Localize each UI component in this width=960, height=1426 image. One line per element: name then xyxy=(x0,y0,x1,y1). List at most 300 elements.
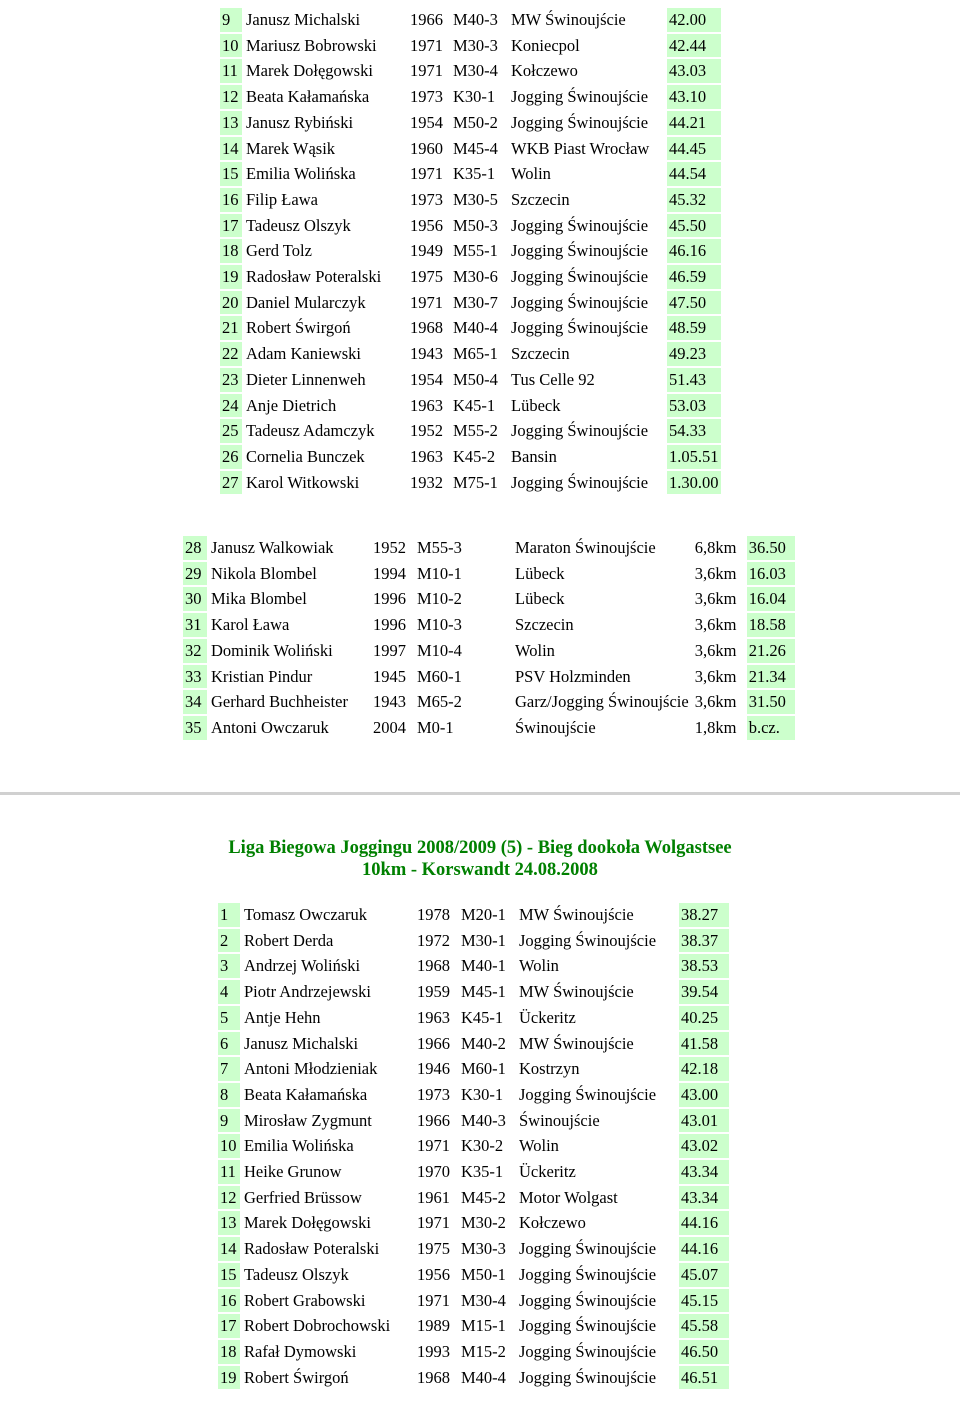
cell-club: Jogging Świnoujście xyxy=(519,1367,657,1387)
cell-club: Jogging Świnoujście xyxy=(519,1084,657,1104)
table-row xyxy=(218,929,729,953)
cell-club: Koniecpol xyxy=(511,35,580,55)
cell-category: M40-4 xyxy=(453,318,498,338)
table-row xyxy=(220,368,721,392)
cell-category: M50-1 xyxy=(461,1264,506,1284)
cell-category: K30-2 xyxy=(461,1136,504,1156)
cell-runner-name: Janusz Michalski xyxy=(246,10,361,29)
cell-finish-time: 46.16 xyxy=(667,239,721,263)
table-row xyxy=(183,613,795,637)
cell-category: M30-4 xyxy=(453,61,498,81)
cell-category: M50-3 xyxy=(453,215,498,235)
cell-birth-year: 1952 xyxy=(410,421,443,441)
cell-finish-time: 45.15 xyxy=(679,1289,729,1313)
cell-finish-time: 43.34 xyxy=(679,1186,729,1210)
cell-runner-name: Cornelia Bunczek xyxy=(246,446,365,466)
cell-birth-year: 1971 xyxy=(417,1213,450,1233)
cell-birth-year: 1994 xyxy=(373,563,406,583)
cell-club: Tus Celle 92 xyxy=(511,369,595,389)
cell-club: Szczecin xyxy=(511,344,570,364)
table-row xyxy=(218,1211,729,1235)
table-row xyxy=(220,265,721,289)
cell-finish-time: 16.04 xyxy=(747,587,795,611)
cell-category: K45-2 xyxy=(453,446,496,466)
cell-runner-name: Mariusz Bobrowski xyxy=(246,35,377,55)
cell-runner-name: Nikola Blombel xyxy=(211,563,317,583)
results-table-continued xyxy=(218,6,723,496)
table-row xyxy=(183,536,795,560)
cell-finish-time: 16.03 xyxy=(747,562,795,586)
cell-runner-name: Mika Blombel xyxy=(211,589,307,609)
cell-finish-time: 31.50 xyxy=(747,690,795,714)
table-row xyxy=(218,1289,729,1313)
cell-runner-name: Mirosław Zygmunt xyxy=(244,1110,372,1130)
table-row xyxy=(183,665,795,689)
cell-birth-year: 1954 xyxy=(410,112,443,132)
cell-runner-name: Emilia Wolińska xyxy=(246,164,356,184)
race-title: Liga Biegowa Joggingu 2008/2009 (5) - Bieg dookoła Wolgastsee xyxy=(228,838,732,858)
cell-club: Wolin xyxy=(519,1136,559,1156)
cell-finish-time: 49.23 xyxy=(667,342,721,366)
cell-birth-year: 1971 xyxy=(417,1290,450,1310)
cell-birth-year: 1973 xyxy=(410,87,443,107)
cell-runner-name: Heike Grunow xyxy=(244,1162,342,1182)
cell-runner-name: Tadeusz Adamczyk xyxy=(246,421,375,441)
cell-position: 17 xyxy=(220,214,242,238)
cell-position: 10 xyxy=(218,1134,240,1158)
cell-position: 12 xyxy=(220,85,242,109)
cell-position: 23 xyxy=(220,368,242,392)
cell-category: M55-1 xyxy=(453,241,498,261)
cell-birth-year: 1971 xyxy=(410,35,443,55)
cell-finish-time: 42.18 xyxy=(679,1057,729,1081)
table-row xyxy=(220,162,721,186)
table-row xyxy=(220,445,721,469)
cell-category: K45-1 xyxy=(461,1007,504,1027)
table-row xyxy=(183,690,795,714)
cell-runner-name: Daniel Mularczyk xyxy=(246,292,366,312)
cell-finish-time: 45.32 xyxy=(667,188,721,212)
cell-finish-time: b.cz. xyxy=(747,716,795,740)
cell-club: Jogging Świnoujście xyxy=(519,930,657,950)
cell-position: 8 xyxy=(218,1083,240,1107)
cell-birth-year: 1996 xyxy=(373,615,406,635)
cell-birth-year: 1993 xyxy=(417,1341,450,1361)
cell-finish-time: 36.50 xyxy=(747,536,795,560)
cell-birth-year: 1949 xyxy=(410,241,443,261)
cell-position: 32 xyxy=(183,639,207,663)
cell-category: M55-2 xyxy=(453,421,498,441)
cell-birth-year: 1968 xyxy=(417,956,450,976)
cell-club: MW Świnoujście xyxy=(519,905,634,924)
cell-club: Szczecin xyxy=(515,615,574,635)
cell-birth-year: 1973 xyxy=(417,1084,450,1104)
cell-runner-name: Robert Dobrochowski xyxy=(244,1316,391,1336)
cell-club: Jogging Świnoujście xyxy=(519,1316,657,1336)
cell-finish-time: 21.34 xyxy=(747,665,795,689)
cell-category: M65-1 xyxy=(453,344,498,364)
cell-birth-year: 1952 xyxy=(373,538,406,557)
cell-position: 13 xyxy=(218,1211,240,1235)
cell-finish-time: 44.16 xyxy=(679,1211,729,1235)
cell-category: M0-1 xyxy=(417,717,454,737)
cell-club: Jogging Świnoujście xyxy=(519,1239,657,1259)
cell-birth-year: 1973 xyxy=(410,189,443,209)
cell-finish-time: 44.16 xyxy=(679,1237,729,1261)
cell-position: 11 xyxy=(218,1160,240,1184)
cell-birth-year: 1963 xyxy=(410,446,443,466)
cell-runner-name: Gerhard Buchheister xyxy=(211,692,348,712)
cell-runner-name: Rafał Dymowski xyxy=(244,1341,357,1361)
table-row xyxy=(183,562,795,586)
cell-category: M30-1 xyxy=(461,930,506,950)
cell-club: Lübeck xyxy=(515,589,565,609)
cell-finish-time: 1.05.51 xyxy=(667,445,721,469)
cell-club: MW Świnoujście xyxy=(519,982,634,1002)
cell-birth-year: 1971 xyxy=(410,61,443,81)
cell-finish-time: 46.50 xyxy=(679,1340,729,1364)
cell-finish-time: 45.50 xyxy=(667,214,721,238)
cell-finish-time: 18.58 xyxy=(747,613,795,637)
cell-finish-time: 1.30.00 xyxy=(667,471,721,495)
cell-position: 14 xyxy=(220,137,242,161)
cell-distance: 3,6km xyxy=(694,563,737,583)
cell-position: 15 xyxy=(220,162,242,186)
cell-category: M20-1 xyxy=(461,905,506,924)
cell-position: 16 xyxy=(218,1289,240,1313)
cell-category: M15-2 xyxy=(461,1341,506,1361)
cell-finish-time: 38.53 xyxy=(679,954,729,978)
cell-club: Jogging Świnoujście xyxy=(511,292,649,312)
cell-club: Jogging Świnoujście xyxy=(511,112,649,132)
cell-club: Wolin xyxy=(519,956,559,976)
cell-club: Świnoujście xyxy=(515,717,596,737)
cell-position: 20 xyxy=(220,291,242,315)
cell-birth-year: 1963 xyxy=(410,395,443,415)
table-row xyxy=(218,980,729,1004)
cell-finish-time: 42.00 xyxy=(667,8,721,32)
cell-finish-time: 43.01 xyxy=(679,1109,729,1133)
cell-position: 18 xyxy=(220,239,242,263)
cell-distance: 3,6km xyxy=(694,640,737,660)
cell-category: M10-4 xyxy=(417,640,462,660)
cell-birth-year: 1960 xyxy=(410,138,443,158)
cell-club: PSV Holzminden xyxy=(515,666,631,686)
results-table-korswandt xyxy=(216,901,731,1391)
cell-runner-name: Robert Świrgoń xyxy=(246,318,351,338)
cell-club: Garz/Jogging Świnoujście xyxy=(515,692,689,712)
results-table-body xyxy=(220,8,721,494)
table-row xyxy=(218,1006,729,1030)
cell-position: 4 xyxy=(218,980,240,1004)
cell-position: 22 xyxy=(220,342,242,366)
cell-finish-time: 38.37 xyxy=(679,929,729,953)
cell-birth-year: 1954 xyxy=(410,369,443,389)
cell-club: Szczecin xyxy=(511,189,570,209)
cell-runner-name: Tadeusz Olszyk xyxy=(244,1264,349,1284)
cell-birth-year: 1970 xyxy=(417,1162,450,1182)
cell-runner-name: Piotr Andrzejewski xyxy=(244,982,371,1002)
table-row xyxy=(220,188,721,212)
cell-runner-name: Tomasz Owczaruk xyxy=(244,905,368,924)
cell-birth-year: 1989 xyxy=(417,1316,450,1336)
cell-birth-year: 1956 xyxy=(417,1264,450,1284)
table-row xyxy=(218,1083,729,1107)
cell-club: Kołczewo xyxy=(519,1213,586,1233)
table-row xyxy=(220,214,721,238)
cell-club: Jogging Świnoujście xyxy=(511,215,649,235)
cell-category: K30-1 xyxy=(453,87,496,107)
cell-club: Świnoujście xyxy=(519,1110,600,1130)
cell-birth-year: 1943 xyxy=(373,692,406,712)
table-row xyxy=(220,34,721,58)
table-row xyxy=(220,111,721,135)
cell-distance: 3,6km xyxy=(694,666,737,686)
cell-category: M40-3 xyxy=(453,10,498,29)
cell-club: Jogging Świnoujście xyxy=(511,241,649,261)
cell-position: 33 xyxy=(183,665,207,689)
cell-position: 11 xyxy=(220,59,242,83)
cell-category: M10-2 xyxy=(417,589,462,609)
results-table-body xyxy=(218,903,729,1389)
cell-category: M45-4 xyxy=(453,138,498,158)
cell-finish-time: 51.43 xyxy=(667,368,721,392)
cell-runner-name: Antje Hehn xyxy=(244,1007,321,1027)
cell-position: 26 xyxy=(220,445,242,469)
cell-category: M30-3 xyxy=(453,35,498,55)
cell-runner-name: Emilia Wolińska xyxy=(244,1136,354,1156)
cell-finish-time: 43.02 xyxy=(679,1134,729,1158)
cell-category: M40-2 xyxy=(461,1033,506,1053)
cell-position: 24 xyxy=(220,394,242,418)
cell-runner-name: Gerd Tolz xyxy=(246,241,312,261)
cell-birth-year: 1968 xyxy=(417,1367,450,1387)
cell-birth-year: 1963 xyxy=(417,1007,450,1027)
table-row xyxy=(220,85,721,109)
cell-birth-year: 1971 xyxy=(417,1136,450,1156)
table-row xyxy=(218,1340,729,1364)
table-row xyxy=(218,903,729,927)
table-row xyxy=(218,1237,729,1261)
cell-category: M60-1 xyxy=(461,1059,506,1079)
table-row xyxy=(218,1314,729,1338)
cell-finish-time: 21.26 xyxy=(747,639,795,663)
table-row xyxy=(220,59,721,83)
table-row xyxy=(218,1160,729,1184)
cell-runner-name: Beata Kałamańska xyxy=(246,87,370,107)
cell-position: 28 xyxy=(183,536,207,560)
cell-club: Jogging Świnoujście xyxy=(519,1341,657,1361)
cell-position: 13 xyxy=(220,111,242,135)
cell-runner-name: Karol Ława xyxy=(211,615,290,635)
cell-runner-name: Marek Dołęgowski xyxy=(246,61,373,81)
table-row xyxy=(220,8,721,32)
cell-finish-time: 44.45 xyxy=(667,137,721,161)
cell-club: Jogging Świnoujście xyxy=(519,1290,657,1310)
cell-finish-time: 43.34 xyxy=(679,1160,729,1184)
cell-club: Jogging Świnoujście xyxy=(511,87,649,107)
cell-position: 9 xyxy=(220,8,242,32)
cell-category: M45-1 xyxy=(461,982,506,1002)
cell-runner-name: Andrzej Woliński xyxy=(244,956,361,976)
table-row xyxy=(220,342,721,366)
cell-birth-year: 1932 xyxy=(410,472,443,492)
cell-distance: 6,8km xyxy=(694,538,737,557)
cell-position: 10 xyxy=(220,34,242,58)
cell-category: M30-6 xyxy=(453,267,498,287)
cell-category: M40-4 xyxy=(461,1367,506,1387)
cell-category: M15-1 xyxy=(461,1316,506,1336)
cell-club: Lübeck xyxy=(515,563,565,583)
cell-category: M30-4 xyxy=(461,1290,506,1310)
cell-category: M10-3 xyxy=(417,615,462,635)
cell-position: 19 xyxy=(220,265,242,289)
cell-runner-name: Robert Grabowski xyxy=(244,1290,366,1310)
cell-finish-time: 54.33 xyxy=(667,419,721,443)
cell-club: Wolin xyxy=(515,640,555,660)
cell-club: Ückeritz xyxy=(519,1162,576,1182)
cell-birth-year: 1943 xyxy=(410,344,443,364)
section-divider xyxy=(0,792,960,795)
cell-position: 31 xyxy=(183,613,207,637)
cell-runner-name: Janusz Walkowiak xyxy=(211,538,334,557)
cell-birth-year: 1968 xyxy=(410,318,443,338)
cell-runner-name: Dieter Linnenweh xyxy=(246,369,366,389)
cell-finish-time: 41.58 xyxy=(679,1032,729,1056)
cell-finish-time: 42.44 xyxy=(667,34,721,58)
cell-position: 34 xyxy=(183,690,207,714)
cell-position: 19 xyxy=(218,1366,240,1390)
cell-runner-name: Karol Witkowski xyxy=(246,472,360,492)
cell-birth-year: 1945 xyxy=(373,666,406,686)
cell-position: 1 xyxy=(218,903,240,927)
cell-club: Jogging Świnoujście xyxy=(519,1264,657,1284)
cell-finish-time: 44.21 xyxy=(667,111,721,135)
cell-birth-year: 1966 xyxy=(417,1110,450,1130)
cell-birth-year: 1978 xyxy=(417,905,450,924)
results-table-body xyxy=(183,536,795,740)
cell-position: 14 xyxy=(218,1237,240,1261)
cell-distance: 3,6km xyxy=(694,692,737,712)
cell-position: 21 xyxy=(220,316,242,340)
cell-position: 30 xyxy=(183,587,207,611)
cell-runner-name: Radosław Poteralski xyxy=(246,267,382,287)
table-row xyxy=(220,291,721,315)
cell-category: K45-1 xyxy=(453,395,496,415)
cell-club: Jogging Świnoujście xyxy=(511,318,649,338)
table-row xyxy=(218,1109,729,1133)
table-row xyxy=(220,419,721,443)
cell-runner-name: Beata Kałamańska xyxy=(244,1084,368,1104)
cell-position: 25 xyxy=(220,419,242,443)
cell-club: Kołczewo xyxy=(511,61,578,81)
cell-runner-name: Janusz Michalski xyxy=(244,1033,359,1053)
cell-club: Lübeck xyxy=(511,395,561,415)
cell-category: M60-1 xyxy=(417,666,462,686)
cell-club: Jogging Świnoujście xyxy=(511,421,649,441)
race-subtitle: 10km - Korswandt 24.08.2008 xyxy=(362,860,598,880)
table-row xyxy=(220,137,721,161)
cell-runner-name: Dominik Woliński xyxy=(211,640,333,660)
cell-finish-time: 44.54 xyxy=(667,162,721,186)
cell-runner-name: Robert Świrgoń xyxy=(244,1367,349,1387)
cell-birth-year: 1959 xyxy=(417,982,450,1002)
table-row xyxy=(220,316,721,340)
results-table-short-distance xyxy=(181,534,797,742)
cell-club: Motor Wolgast xyxy=(519,1187,618,1207)
cell-category: M30-5 xyxy=(453,189,498,209)
cell-finish-time: 45.58 xyxy=(679,1314,729,1338)
cell-finish-time: 45.07 xyxy=(679,1263,729,1287)
cell-club: Kostrzyn xyxy=(519,1059,580,1079)
cell-club: Jogging Świnoujście xyxy=(511,267,649,287)
cell-finish-time: 43.00 xyxy=(679,1083,729,1107)
cell-club: MW Świnoujście xyxy=(519,1033,634,1053)
cell-club: Wolin xyxy=(511,164,551,184)
table-row xyxy=(220,471,721,495)
cell-finish-time: 43.03 xyxy=(667,59,721,83)
cell-birth-year: 1966 xyxy=(410,10,443,29)
cell-finish-time: 38.27 xyxy=(679,903,729,927)
cell-birth-year: 1975 xyxy=(410,267,443,287)
cell-club: Jogging Świnoujście xyxy=(511,472,649,492)
cell-position: 29 xyxy=(183,562,207,586)
cell-birth-year: 1972 xyxy=(417,930,450,950)
table-row xyxy=(218,1186,729,1210)
cell-position: 7 xyxy=(218,1057,240,1081)
cell-category: M10-1 xyxy=(417,563,462,583)
table-row xyxy=(183,716,795,740)
cell-distance: 1,8km xyxy=(694,717,737,737)
table-row xyxy=(218,1263,729,1287)
cell-birth-year: 1961 xyxy=(417,1187,450,1207)
cell-runner-name: Marek Dołęgowski xyxy=(244,1213,371,1233)
cell-birth-year: 1996 xyxy=(373,589,406,609)
cell-position: 12 xyxy=(218,1186,240,1210)
cell-category: M75-1 xyxy=(453,472,498,492)
cell-category: M40-1 xyxy=(461,956,506,976)
cell-position: 17 xyxy=(218,1314,240,1338)
cell-birth-year: 1946 xyxy=(417,1059,450,1079)
cell-finish-time: 53.03 xyxy=(667,394,721,418)
cell-category: M45-2 xyxy=(461,1187,506,1207)
cell-birth-year: 2004 xyxy=(373,717,406,737)
cell-distance: 3,6km xyxy=(694,615,737,635)
cell-club: Maraton Świnoujście xyxy=(515,538,656,557)
cell-runner-name: Radosław Poteralski xyxy=(244,1239,380,1259)
table-row xyxy=(218,1032,729,1056)
cell-birth-year: 1971 xyxy=(410,164,443,184)
cell-category: M30-2 xyxy=(461,1213,506,1233)
cell-finish-time: 40.25 xyxy=(679,1006,729,1030)
cell-position: 15 xyxy=(218,1263,240,1287)
cell-category: M30-7 xyxy=(453,292,498,312)
cell-finish-time: 46.59 xyxy=(667,265,721,289)
cell-club: WKB Piast Wrocław xyxy=(511,138,650,158)
cell-category: M65-2 xyxy=(417,692,462,712)
cell-category: M50-2 xyxy=(453,112,498,132)
table-row xyxy=(183,587,795,611)
cell-runner-name: Antoni Owczaruk xyxy=(211,717,329,737)
cell-finish-time: 39.54 xyxy=(679,980,729,1004)
cell-birth-year: 1966 xyxy=(417,1033,450,1053)
cell-category: M55-3 xyxy=(417,538,462,557)
cell-birth-year: 1971 xyxy=(410,292,443,312)
cell-runner-name: Filip Ława xyxy=(246,189,318,209)
cell-position: 27 xyxy=(220,471,242,495)
cell-runner-name: Adam Kaniewski xyxy=(246,344,362,364)
cell-category: M30-3 xyxy=(461,1239,506,1259)
